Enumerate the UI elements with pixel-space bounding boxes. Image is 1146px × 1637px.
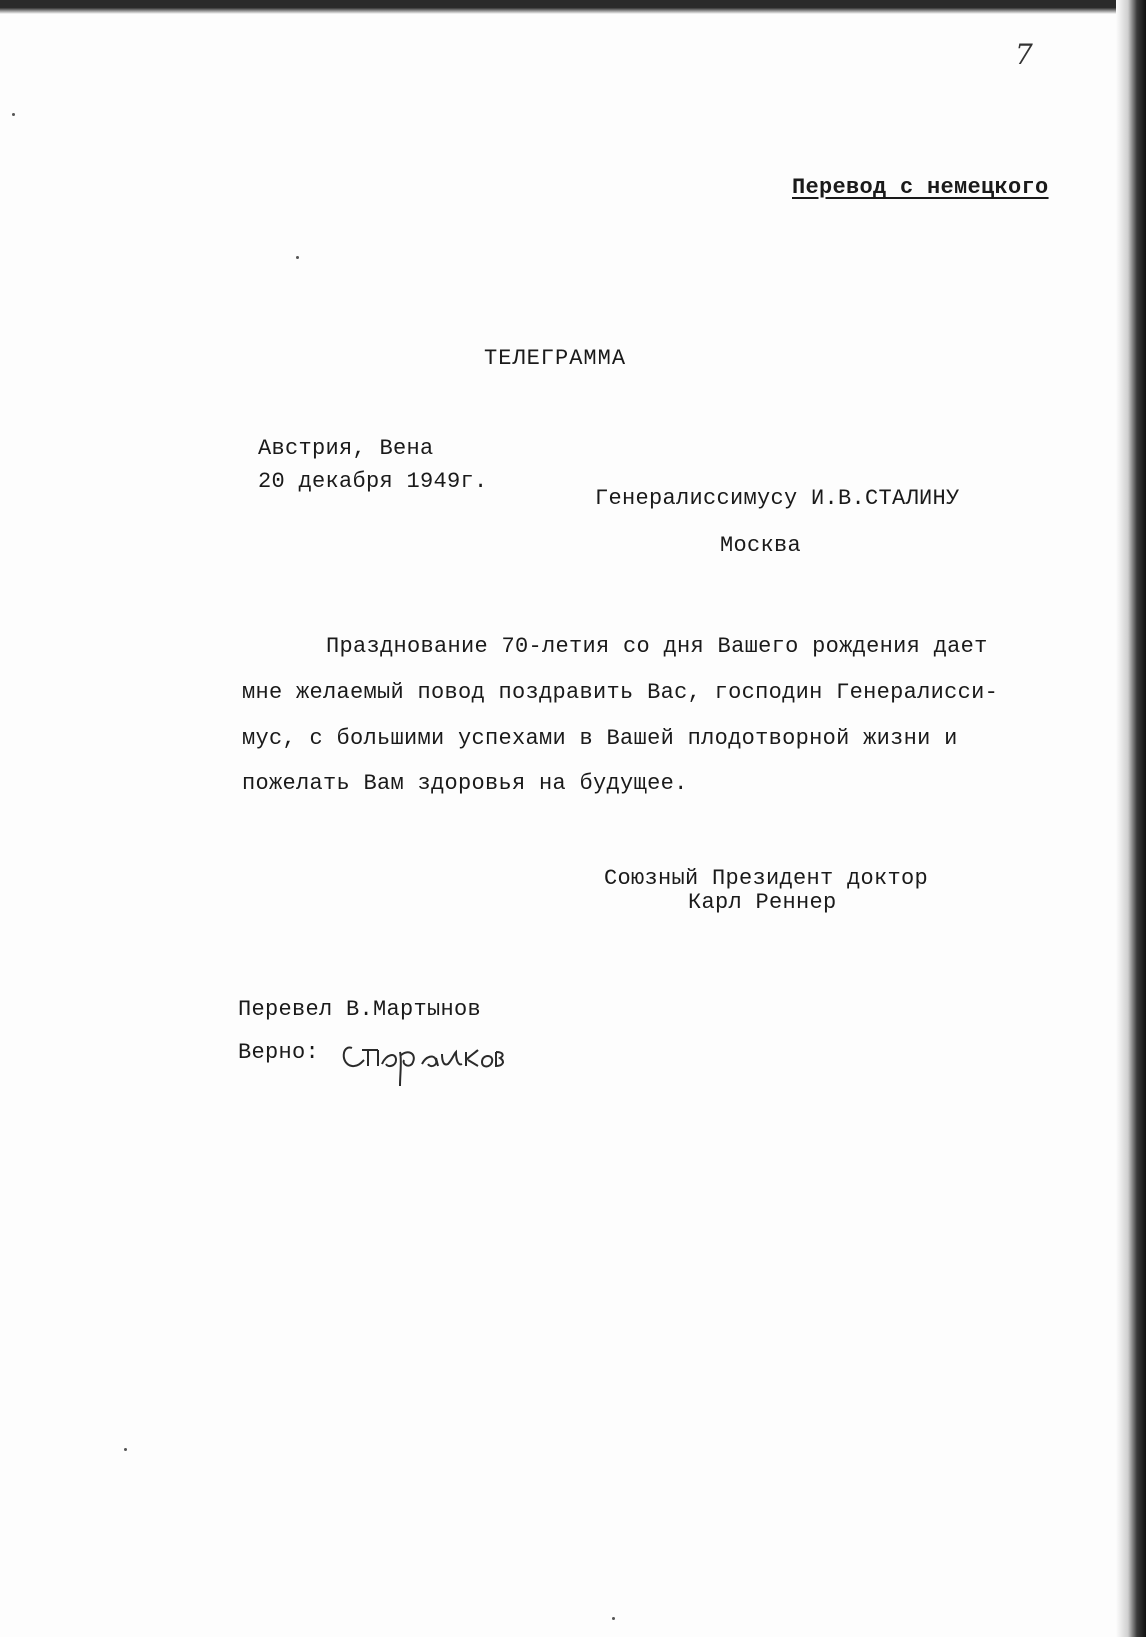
translator-line: Перевел В.Мартынов xyxy=(238,997,482,1022)
body-line: Празднование 70-летия со дня Вашего рождения дает xyxy=(326,634,988,659)
body-line: мус, с большими успехами в Вашей плодотворной жизни и xyxy=(242,726,958,751)
origin-date: 20 декабря 1949г. xyxy=(258,469,488,494)
recipient-name: Генералиссимусу И.В.СТАЛИНУ xyxy=(595,486,960,511)
body-line: пожелать Вам здоровья на будущее. xyxy=(242,771,688,796)
handwritten-signature xyxy=(338,1030,508,1090)
recipient-city: Москва xyxy=(720,533,802,558)
verified-label: Верно: xyxy=(238,1040,320,1065)
scan-edge-top xyxy=(0,0,1146,14)
body-line: мне желаемый повод поздравить Вас, господин Генералисси- xyxy=(242,680,999,705)
scan-speck xyxy=(296,256,299,259)
page-number: 7 xyxy=(1015,38,1034,71)
translation-note: Перевод с немецкого xyxy=(792,175,1049,200)
scan-speck xyxy=(12,113,15,116)
scan-speck xyxy=(612,1617,615,1620)
document-title: ТЕЛЕГРАММА xyxy=(484,346,627,371)
sender-title: Союзный Президент доктор xyxy=(604,866,929,891)
sender-name: Карл Реннер xyxy=(688,890,837,915)
scan-edge-right xyxy=(1116,0,1146,1637)
origin-place: Австрия, Вена xyxy=(258,436,434,461)
scan-speck xyxy=(124,1448,127,1451)
